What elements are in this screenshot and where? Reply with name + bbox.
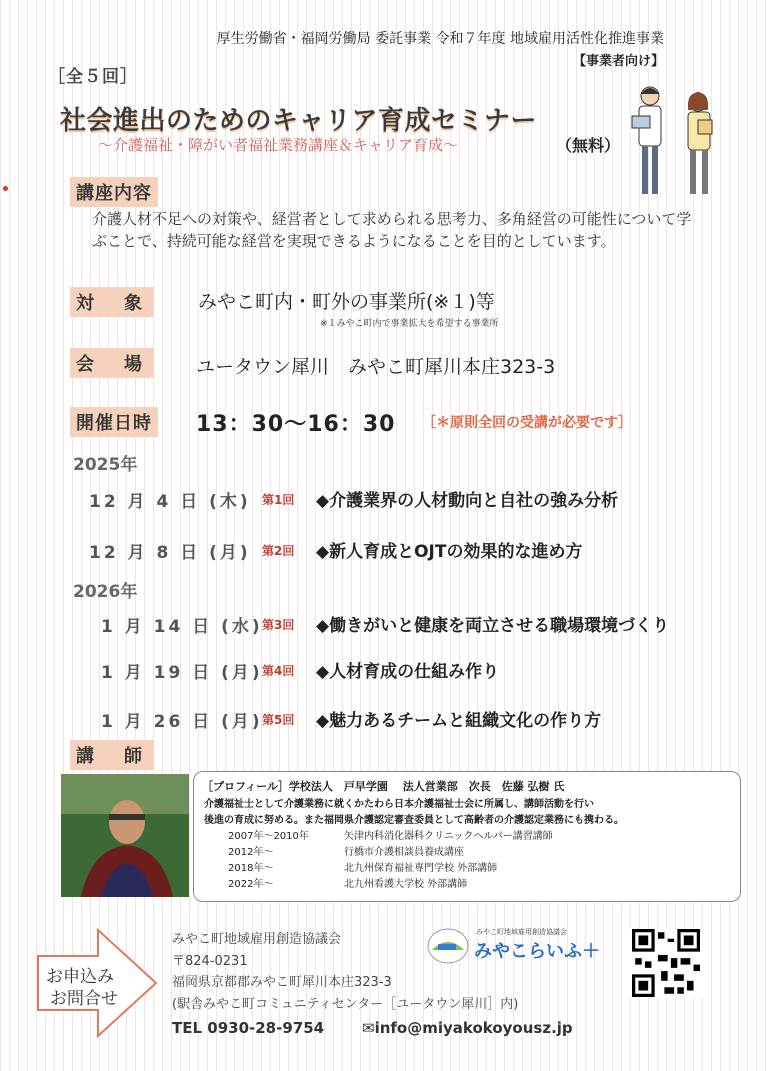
subtitle: ～介護福祉・障がい者福祉業務講座＆キャリア育成～ bbox=[98, 136, 459, 154]
schedule-time: 13：30～16：30 bbox=[196, 412, 396, 437]
target-note: ※１みやこ町内で事業拡大を希望する事業所 bbox=[320, 319, 499, 329]
lecturer-profile-box bbox=[193, 771, 741, 902]
page-title: 社会進出のためのキャリア育成セミナー bbox=[60, 106, 538, 136]
qr-code-icon[interactable] bbox=[629, 929, 703, 997]
logo-emblem-icon bbox=[426, 926, 470, 966]
course-label: 講座内容 bbox=[70, 177, 158, 207]
address: 福岡県京都郡みやこ町犀川本庄323-3 bbox=[172, 975, 392, 990]
year-2026: 2026年 bbox=[73, 582, 138, 602]
session-topic: ◆新人育成とOJTの効果的な進め方 bbox=[316, 542, 583, 562]
session-date: 1 月 19 日 (月) bbox=[101, 663, 263, 683]
lecturer-photo bbox=[61, 774, 189, 897]
session-round: 第4回 bbox=[262, 664, 295, 678]
session-topic: ◆働きがいと健康を両立させる職場環境づくり bbox=[316, 616, 670, 636]
schedule-label: 開催日時 bbox=[70, 407, 158, 437]
sponsor-line: 厚生労働省・福岡労働局 委託事業 令和７年度 地域雇用活性化推進事業 bbox=[216, 31, 664, 47]
venue-label: 会 場 bbox=[70, 348, 154, 378]
lecturer-label: 講 師 bbox=[70, 740, 154, 770]
history-year: 2022年～ bbox=[228, 879, 274, 890]
history-desc: 矢津内科消化器科クリニックヘルパー講習講師 bbox=[344, 831, 553, 842]
course-description: 介護人材不足への対策や、経営者として求められる思考力、多角経営の可能性について学ぶことで、持続可能な経営を実現できるようになることを目的としています。 bbox=[92, 210, 692, 250]
session-date: 12 月 8 日 (月) bbox=[89, 543, 251, 563]
audience-tag: 【事業者向け】 bbox=[572, 54, 664, 69]
apply-label-2: お問合せ bbox=[50, 989, 118, 1009]
profile-heading: ［プロフィール］学校法人 戸早学園 法人営業部 次長 佐藤 弘樹 氏 bbox=[202, 780, 565, 793]
apply-label-1: お申込み bbox=[46, 967, 114, 987]
address-note: (駅舎みやこ町コミュニティセンター［ユータウン犀川］内) bbox=[172, 997, 519, 1012]
session-date: 12 月 4 日 (木) bbox=[89, 492, 251, 512]
session-topic: ◆人材育成の仕組み作り bbox=[316, 662, 500, 682]
history-desc: 北九州保育福祉専門学校 外部講師 bbox=[344, 863, 498, 874]
logo-caption: みやこ町地域雇用創造協議会 bbox=[476, 928, 567, 936]
session-round: 第3回 bbox=[262, 618, 295, 632]
session-round: 第1回 bbox=[262, 493, 295, 507]
session-round: 第5回 bbox=[262, 713, 295, 727]
phone-number: TEL 0930-28-9754 bbox=[172, 1019, 325, 1037]
history-year: 2012年～ bbox=[228, 847, 274, 858]
email-link[interactable]: ✉info@miyakokoyousz.jp bbox=[362, 1019, 573, 1037]
schedule-note: ［＊原則全回の受講が必要です］ bbox=[422, 415, 632, 431]
zip-code: 〒824-0231 bbox=[172, 954, 248, 969]
session-date: 1 月 14 日 (水) bbox=[101, 617, 263, 637]
session-round: 第2回 bbox=[262, 544, 295, 558]
history-year: 2007年～2010年 bbox=[228, 831, 309, 842]
profile-line: 介護福祉士として介護業務に就くかたわら日本介護福祉士会に所属し、講師活動を行い bbox=[204, 799, 594, 810]
year-2025: 2025年 bbox=[73, 455, 138, 475]
history-desc: 行橋市介護相談員養成講座 bbox=[344, 847, 464, 858]
free-badge: （無料） bbox=[556, 136, 621, 155]
target-value: みやこ町内・町外の事業所(※１)等 bbox=[198, 291, 495, 313]
margin-dot bbox=[3, 186, 8, 191]
history-year: 2018年～ bbox=[228, 863, 274, 874]
session-topic: ◆魅力あるチームと組織文化の作り方 bbox=[316, 711, 602, 731]
session-date: 1 月 26 日 (月) bbox=[101, 712, 263, 732]
venue-value: ユータウン犀川 みやこ町犀川本庄323-3 bbox=[196, 356, 556, 378]
business-people-illustration bbox=[612, 80, 732, 200]
org-name: みやこ町地域雇用創造協議会 bbox=[172, 932, 342, 947]
target-label: 対 象 bbox=[70, 287, 154, 317]
history-desc: 北九州看護大学校 外部講師 bbox=[344, 879, 468, 890]
logo-text: みやこらいふ＋ bbox=[474, 941, 600, 962]
session-topic: ◆介護業界の人材動向と自社の強み分析 bbox=[316, 491, 619, 511]
series-count: ［全５回］ bbox=[48, 67, 138, 87]
profile-line: 後進の育成に努める。また福岡県介護認定審査委員として高齢者の介護認定業務にも携わる。 bbox=[204, 815, 624, 826]
